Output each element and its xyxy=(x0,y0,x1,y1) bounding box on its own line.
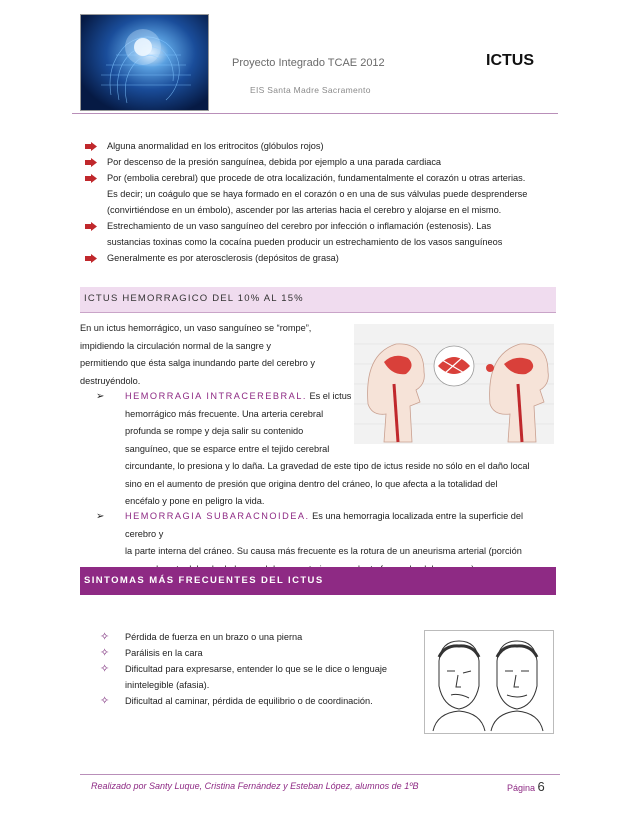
hemorrhage-illustration xyxy=(354,324,554,444)
symptom-item: Pérdida de fuerza en un brazo o una pierna xyxy=(125,632,303,642)
intracerebral-paragraph-cont: circundante, lo presiona y lo daña. La gravedad de este tipo de ictus reside no sólo en el daño local sino en el aumento de presión que origina dentro del cráneo, lo que afecta a la totalidad del encéfalo y pone en peligro la vida. xyxy=(125,461,530,506)
section-heading: ICTUS HEMORRAGICO DEL 10% AL 15% xyxy=(84,293,304,304)
brain-logo-image xyxy=(80,14,209,111)
red-arrow-icon xyxy=(85,158,97,167)
symptom-item: Dificultad para expresarse, entender lo que se le dice o lenguaje xyxy=(125,664,388,674)
red-arrow-icon xyxy=(85,142,97,151)
cause-continuation: sustancias toxinas como la cocaína pueden producir un estrechamiento de los vasos sanguíneos xyxy=(107,237,503,247)
checkmark-arrow-icon: ➢ xyxy=(96,391,105,402)
symptom-continuation: inintelegible (afasia). xyxy=(125,680,210,690)
section-heading-bar xyxy=(80,287,556,313)
document-topic: ICTUS xyxy=(486,52,534,69)
diamond-bullet-icon: ✧ xyxy=(100,631,110,643)
cause-item: Por (embolia cerebral) que procede de otra localización, fundamentalmente el corazón u otras arterias. xyxy=(107,173,526,183)
diamond-bullet-icon: ✧ xyxy=(100,647,110,659)
cause-continuation: (convirtiéndose en un émbolo), ascender por las arterias hacia el cerebro y alojarse en el mismo. xyxy=(107,205,502,215)
red-arrow-icon xyxy=(85,174,97,183)
page-number: Página 6 xyxy=(507,779,545,794)
diamond-bullet-icon: ✧ xyxy=(100,663,110,675)
checkmark-arrow-icon: ➢ xyxy=(96,511,105,522)
cause-item: Generalmente es por aterosclerosis (depósitos de grasa) xyxy=(107,253,339,263)
intro-paragraph: En un ictus hemorrágico, un vaso sanguíneo se “rompe”, impidiendo la circulación normal de la sangre y permitiendo que ésta salga inundando parte del cerebro y destruyéndolo. xyxy=(80,323,315,386)
footer-divider xyxy=(80,774,560,775)
footer-authors: Realizado por Santy Luque, Cristina Fernández y Esteban López, alumnos de 1ºB xyxy=(91,781,419,791)
intracerebral-paragraph: HEMORRAGIA INTRACEREBRAL. Es el ictus hemorrágico más frecuente. Una arteria cerebral profunda se rompe y deja salir su contenido sanguíneo, que se esparce entre el tejido cerebral xyxy=(125,391,352,454)
subaracnoidea-paragraph: HEMORRAGIA SUBARACNOIDEA. Es una hemorragia localizada entre la superficie del cerebro y la parte interna del cráneo. Su causa más frecuente es la rotura de un aneurisma arterial (porción xyxy=(125,511,524,556)
diamond-bullet-icon: ✧ xyxy=(100,695,110,707)
red-arrow-icon xyxy=(85,222,97,231)
symptom-item: Parálisis en la cara xyxy=(125,648,203,658)
document-subtitle: EIS Santa Madre Sacramento xyxy=(250,85,371,95)
document-title: Proyecto Integrado TCAE 2012 xyxy=(232,57,385,69)
header-divider xyxy=(72,113,558,114)
facial-paralysis-illustration xyxy=(424,630,554,734)
section-heading: SINTOMAS MÁS FRECUENTES DEL ICTUS xyxy=(84,575,324,586)
red-arrow-icon xyxy=(85,254,97,263)
symptom-item: Dificultad al caminar, pérdida de equilibrio o de coordinación. xyxy=(125,696,373,706)
cause-item: Alguna anormalidad en los eritrocitos (glóbulos rojos) xyxy=(107,141,324,151)
cause-item: Por descenso de la presión sanguínea, debida por ejemplo a una parada cardiaca xyxy=(107,157,442,167)
cause-continuation: Es decir; un coágulo que se haya formado en el corazón o en una de sus válvulas puede desprenderse xyxy=(107,189,528,199)
cause-item: Estrechamiento de un vaso sanguíneo del cerebro por infección o inflamación (estenosis). Las xyxy=(107,221,492,231)
section-heading-bar xyxy=(80,567,556,595)
